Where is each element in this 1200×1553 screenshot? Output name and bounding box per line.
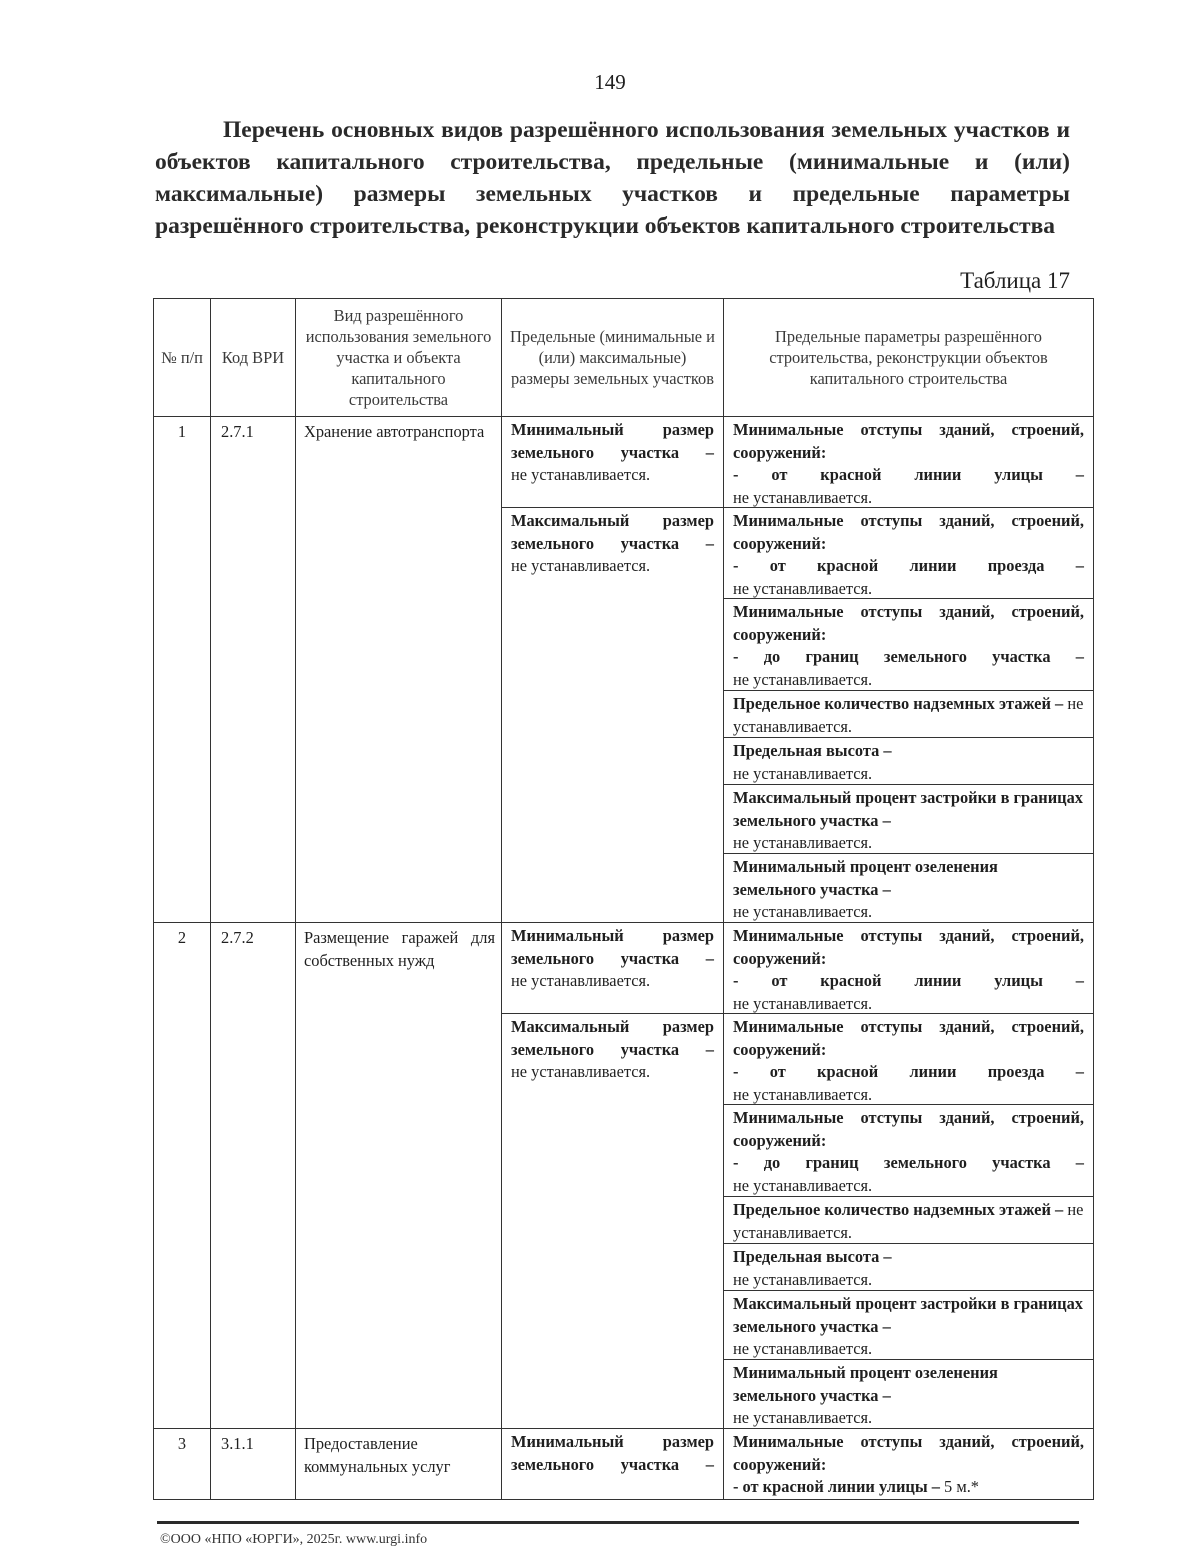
param-item [724,1105,1093,1197]
row-num: 3 [154,1429,211,1500]
param-label: Минимальные отступы зданий, строений, сооружений: [733,1017,1084,1059]
table-caption: Таблица 17 [960,268,1070,293]
param-detail: - от красной линии улицы – [733,971,1084,990]
row-code: 2.7.1 [211,417,296,923]
table-header-row [154,299,1094,417]
table-row [154,417,1094,923]
max-size-block [502,1014,723,1084]
param-value: не устанавливается. [733,1084,873,1104]
header-params: Предельные параметры разрешённого строительства, реконструкции объектов капитального строительства [724,299,1094,417]
params-cell [724,417,1094,923]
size-label: Максимальный размер земельного участка – [511,1017,714,1059]
row-code: 2.7.2 [211,923,296,1429]
size-cell [502,1429,724,1500]
param-label: Минимальные отступы зданий, строений, сооружений: [733,1432,1084,1474]
param-value: не устанавливается. [733,833,873,852]
param-item [724,1014,1093,1105]
footer-copyright: ©ООО «НПО «ЮРГИ», 2025г. www.urgi.info [160,1532,428,1547]
header-size: Предельные (минимальные и (или) максимальные) размеры земельных участков [502,299,724,417]
param-value: не устанавливается. [733,1175,873,1195]
params-cell [724,1429,1094,1500]
size-value: не устанавливается. [511,1062,651,1081]
param-item [724,508,1093,599]
params-cell [724,923,1094,1429]
param-value: 5 м.* [944,1477,979,1496]
row-num: 1 [154,417,211,923]
param-label: Предельное количество надземных этажей – [733,1200,1064,1219]
row-code: 3.1.1 [211,1429,296,1500]
size-label: Минимальный размер земельного участка – [511,420,714,462]
param-item [724,1429,1093,1499]
table-row [154,923,1094,1429]
header-num: № п/п [154,299,211,417]
param-value: не устанавливается. [733,763,873,783]
param-item [724,854,1093,922]
param-value: не устанавливается. [733,1269,873,1289]
param-label: Максимальный процент застройки в границах земельного участка – [733,1294,1083,1336]
param-item [724,599,1093,691]
heading-text: Перечень основных видов разрешённого использования земельных участков и объектов капитального строительства, предельные (минимальные и (или) максимальные) размеры земельных участков и предельные параметры разрешённого строительства, реконструкции объектов капитального строительства [155,117,1070,239]
param-value: не устанавливается. [733,993,873,1013]
footer-divider [157,1521,1079,1524]
param-value: не устанавливается. [733,1200,1084,1242]
param-label: Предельная высота – [733,1247,892,1266]
size-label: Минимальный размер земельного участка – [511,926,714,968]
size-value: не устанавливается. [511,465,651,484]
size-cell [502,923,724,1429]
param-value: не устанавливается. [733,578,873,598]
param-detail: - от красной линии улицы – [733,1477,945,1496]
param-value: не устанавливается. [733,1408,873,1427]
param-label: Минимальные отступы зданий, строений, сооружений: [733,602,1084,644]
param-value: не устанавливается. [733,902,873,921]
max-size-block [502,508,723,578]
param-value: не устанавливается. [733,669,873,689]
size-label: Минимальный размер земельного участка – [511,1432,714,1474]
param-item [724,417,1093,508]
param-label: Минимальные отступы зданий, строений, сооружений: [733,1108,1084,1150]
param-item [724,1197,1093,1244]
param-detail: - до границ земельного участка – [733,647,1084,666]
param-item [724,1291,1093,1360]
param-label: Минимальные отступы зданий, строений, сооружений: [733,511,1084,553]
param-item [724,691,1093,738]
param-detail: - от красной линии улицы – [733,465,1084,484]
header-code: Код ВРИ [211,299,296,417]
permitted-use-table [153,298,1094,1500]
size-value: не устанавливается. [511,556,651,575]
param-label: Минимальные отступы зданий, строений, сооружений: [733,420,1084,462]
param-item [724,1360,1093,1428]
param-item [724,923,1093,1014]
row-num: 2 [154,923,211,1429]
param-value: не устанавливается. [733,694,1084,736]
param-detail: - от красной линии проезда – [733,1062,1084,1081]
header-use: Вид разрешённого использования земельного участка и объекта капитального строительства [296,299,502,417]
param-item [724,785,1093,854]
document-heading [155,114,1070,242]
row-use: Размещение гаражей для собственных нужд [296,923,502,1429]
param-item [724,1244,1093,1291]
row-use: Предоставление коммунальных услуг [296,1429,502,1500]
param-label: Предельная высота – [733,741,892,760]
param-item [724,738,1093,785]
page-number: 149 [594,70,626,94]
param-label: Минимальные отступы зданий, строений, сооружений: [733,926,1084,968]
param-value: не устанавливается. [733,487,873,507]
size-cell [502,417,724,923]
param-label: Минимальный процент озеленения земельного участка – [733,1363,998,1405]
table-row [154,1429,1094,1500]
param-detail: - до границ земельного участка – [733,1153,1084,1172]
size-value: не устанавливается. [511,971,651,990]
param-label: Предельное количество надземных этажей – [733,694,1064,713]
size-label: Максимальный размер земельного участка – [511,511,714,553]
min-size-block [502,417,723,508]
param-detail: - от красной линии проезда – [733,556,1084,575]
param-label: Минимальный процент озеленения земельного участка – [733,857,998,899]
param-value: не устанавливается. [733,1339,873,1358]
min-size-block [502,923,723,1014]
min-size-block [502,1429,723,1499]
row-use: Хранение автотранспорта [296,417,502,923]
param-label: Максимальный процент застройки в границах земельного участка – [733,788,1083,830]
